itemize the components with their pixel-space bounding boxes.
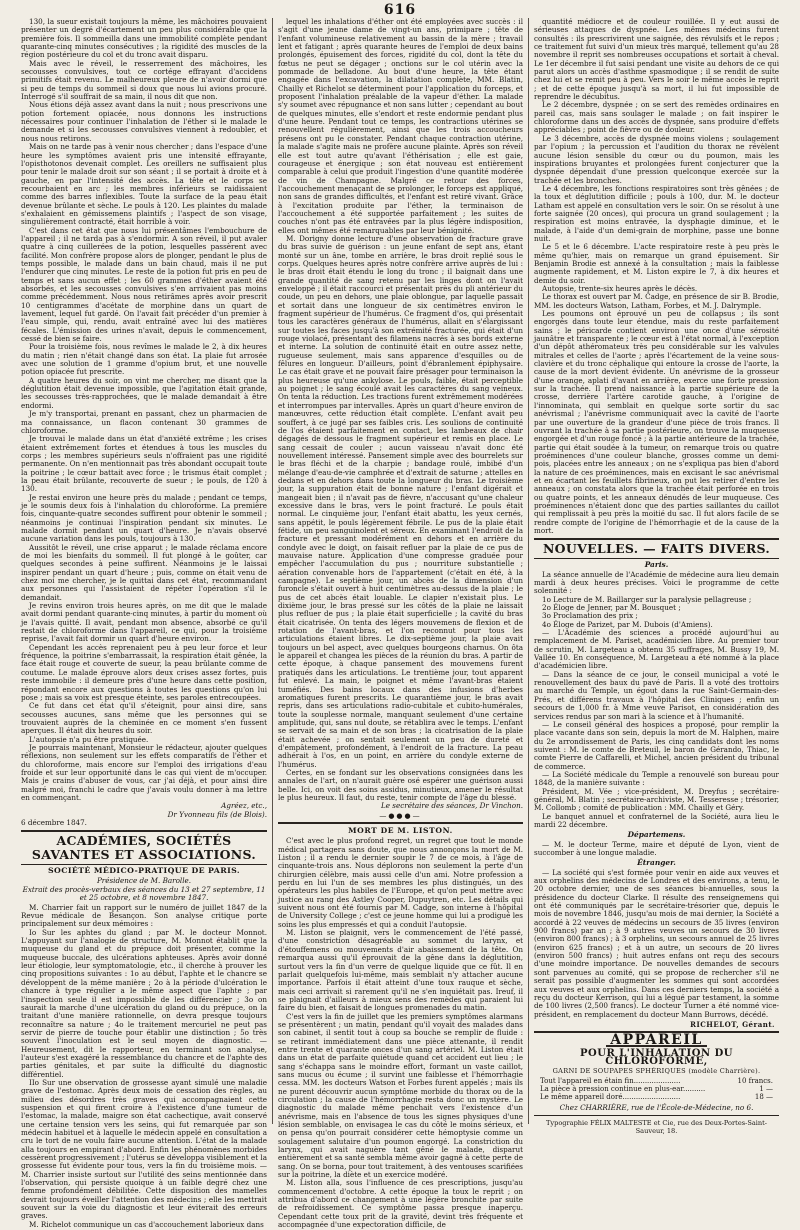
paragraph: Je revins environ trois heures après, on me dit que le malade avait dormi pendant quarante-cinq minutes, à partir du moment où je l'avais quitté. Il avait, pendant mon absence, absorbé ce qu'il restait de chloroforme dans l'appareil, ce qui, pour la troisième reprise, l'avait fait dormir un quart d'heure environ. — [21, 601, 267, 644]
society-name: SOCIÉTÉ MÉDICO-PRATIQUE DE PARIS. — [48, 866, 240, 876]
ad-item-price: 1 — — [759, 1084, 773, 1093]
obituary-title: MORT DE M. LISTON. — [348, 826, 453, 835]
paragraph: — L'Académie des sciences a procédé aujourd'hui au remplacement de M. Pariset, académicien libre. Au premier tour de scrutin, M. Largeteau a obtenu 35 suffrages, M. Bussy 19, M. Vallée 10. En conséquence, M. Largeteau a été nommé à la place d'académicien libre. — [534, 628, 779, 671]
letter-date: 6 décembre 1847. — [21, 818, 87, 827]
paragraph: Cependant les accès reprenaient peu à peu leur force et leur fréquence, la poitrine s'embarrassait, la respiration était gênée, la face était rouge et couverte de sueur, la peau brûlante comme de coutume. Le malade éprouve alors deux crises assez fortes, puis reste immobile : il demeure près d'une heure dans cette position, répondant encore aux questions à toutes les questions qu'on lui pose ; mais sa voix est presque éteinte, ses paroles entrecoupées. — [21, 642, 267, 702]
gerant-signature: RICHELOT, Gérant. — [690, 1019, 775, 1029]
paragraph: — Le conseil général des hospices a proposé, pour remplir la place vacante dans son sein, depuis la mort de M. Halphen, maire du 2e arrondissement de Paris, les cinq candidats dont les noms suivent : M. le comte de Breteuil, le baron de Gérando, Thiac, le comte Pierre de Caffarelli, et Michel, ancien président du tribunal de commerce. — [534, 719, 779, 771]
paragraph: M. Dorigny donne lecture d'une observation de fracture grave du bras suivie de guérison : un jeune enfant de sept ans, étant monté sur un âne, tombe en arrière, le bras droit replié sous le corps. Quelques heures après notre confrère arrive auprès de lui : le bras droit était étendu le long du tronc ; il baignait dans une grande quantité de sang retenu par les linges dont on l'avait enveloppé ; il était raccourci et présentait près du pli antérieur du coude, un peu en dehors, une plaie oblongue, par laquelle passait et sortait dans une longueur de six centimètres environ le fragment supérieur de l'humérus. Ce fragment d'os, qui présentait tous les caractères généraux de l'humérus, allait en s'élargissant sur toutes les faces jusqu'à son extrémité fracturée, qui était d'un rouge violacé, présentant des filamens nacrés à ses bords externe et interne. La solution de continuité était en outre assez nette, rugueuse seulement, mais sans apparence d'esquilles ou de fêlures en longueur. D'ailleurs, point d'ébranlement épiphysaire. Le cas était grave et ne pouvait faire présager pour terminaison la plus heureuse qu'une ankylose. Le pouls, faible, était perceptible au poignet ; le sang écoulé avait les caractères du sang veineux. On tenta la réduction. Les tractions furent extrêmement modérées et interrompues par intervalles. Après un quart d'heure environ de manœuvres, cette réduction était complète. L'enfant avait peu souffert, à ce jugé par ses faibles cris. Les soulions de continuité de l'os étaient parfaitement en contact, les lambeaux de chair dégagés de dessous le fragment supérieur et remis en place. Le sang cessait de couler ; aucun vaisseau n'avait donc été nouvellement intéressé. Pansement simple avec des bourrelets sur le bras fléchi et de la charpie ; bandage roulé, imbibé d'un mélange d'eau-de-vie camphrée et d'extrait de saturne ; attelles en dedans et en dehors dans toute la longueur du bras. Le troisième jour, la suppuration était de bonne nature ; l'enfant digérait et mangeait bien ; il n'avait pas de fièvre, n'accusant qu'une chaleur excessive dans le bras, vers le point fracturé. Le pouls était normal. Le cinquième jour, l'enfant était abattu, les yeux cernés, sans appétit, le pouls légèrement fébrile. Le pus de la plaie était fétide, un peu sanguinolent et séreux. En examinant l'endroit de la fracture et pressant modérément en dehors et en arrière du condyle avec le doigt, on faisait refluer par la plaie de ce pus de mauvaise nature. Application d'une compresse graduée pour empêcher l'accumulation du pus ; nourriture substantielle ; aération convenable hors de l'appartement (c'était en été, à la campagne). Le septième jour, un abcès de la dimension d'un furoncle s'était ouvert à huit centimètres au-dessus de la plaie ; le pus de cet abcès était louable. Le clapier n'existait plus. Le dixième jour, le bras pressé sur les côtés de la plaie ne laissait plus refluer de pus ; la plaie était superficielle ; la cavité du bras était cicatrisée. On tenta des légers mouvemens de flexion et de rotation de l'avant-bras, et l'on reconnut pour tous les articulations étaient libres. Le dix-septième jour, la plaie avait toujours un bel aspect, avec quelques bourgeons charnus. On ôta le appareil et changea les pièces de la réunion du bras. A partir de cette époque, à chaque pansement des mouvemens furent pratiqués dans les articulations. Le trentième jour, tout apparent fut enlevé. La main, le poignet et même l'avant-bras étaient tuméfiés. Des bains locaux dans des infusions d'herbes aromatiques furent prescrits. Le quarantième jour, le bras avait repris, dans ses articulations radio-cubitale et cubito-humérales, toute la souplesse normale, manquant seulement d'une certaine amplitude, qui, sans nul doute, se rétablira avec le temps. L'enfant se servait de sa main et de son bras ; la cicatrisation de la plaie était achevée ; on sentait seulement un peu de dureté et d'empâtement, profondément, à l'endroit de la fracture. La peau adhérait à l'os, en un point, en arrière du condyle externe de l'humérus. — [278, 233, 523, 769]
list-item: 2o Éloge de Jenner, par M. Bousquet ; — [542, 603, 681, 613]
ad-item-label: Le même appareil doré.......................... — [540, 1093, 681, 1102]
subsection-departemens: Départemens. — [627, 830, 686, 840]
paragraph: — La société qui s'est formée pour venir en aide aux veuves et aux orphelins des médecins de Londres et des environs, a tenu, le 20 octobre dernier, une de ses séances bi-annuelles, sous la présidence du docteur Clarke. Il résulte des renseignemens qui ont été communiqués par le secrétaire-trésorier que, depuis le mois de novembre 1846, jusqu'au mois de mai dernier, la Société a accordé à 22 veuves de médecins un secours de 35 livres (environ 900 francs) par an ; à 9 autres veuves un secours de 30 livres (environ 800 francs) ; à 3 orphelins, un secours annuel de 25 livres (environ 625 francs) ; et à un autre, un secours de 20 livres (environ 500 francs) ; huit autres enfans ont reçu des secours d'une moindre importance. De nouvelles demandes de secours sont parvenues au comité, qui se propose de rechercher s'il ne serait pas possible d'augmenter les sommes qui sont accordées aux veuves et aux orphelins. Dans ces derniers temps, la société a reçu du docteur Kerrison, qui lui a légué par testament, la somme de 100 livres (2,500 francs). Le docteur Turner a été nommé vice-président, en remplacement du docteur Mann Burrows, décédé. — [534, 867, 779, 1019]
ad-item-label: Tout l'appareil en étain fin..................... — [540, 1076, 681, 1085]
paragraph: Certes, en se fondant sur les observations consignées dans les annales de l'art, on n'aurait guère osé espérer une guérison aussi belle. Ici, on voit des soins assidus, minutieux, amener le résultat le plus heureux. Il faut, du reste, tenir compte de l'âge du blessé. — [278, 767, 523, 802]
paragraph: La séance annuelle de l'Académie de médecine aura lieu demain mardi à deux heures précises. Voici le programme de cette solennité : — [534, 569, 779, 596]
paragraph: — La Société médicale du Temple a renouvelé son bureau pour 1848, de la manière suivante : — [534, 769, 779, 788]
paragraph: M. Richelot communique un cas d'accouchement laborieux dans — [29, 1219, 264, 1229]
paragraph: Le 3 décembre, accès de dyspnée moins violens ; soulagement par l'opium ; la percussion et l'audition du thorax ne révèlent aucune lésion sensible du cœur ou du poumon, mais les inspirations bruyantes et prolongées furent conjecturer que la dyspnée dépendait d'une pression quelconque exercée sur la trachée et les bronches. — [534, 133, 779, 185]
paragraph: Mais avec le réveil, le resserrement des mâchoires, les secousses convulsives, tout ce cortége effrayant d'accidens primitifs était revenu. Le malheureux pleure de n'avoir dormi que si peu de temps du sommeil si doux que nous lui avions procuré. Interrogé s'il souffrait de sa main, il nous dit que non. — [21, 58, 267, 102]
paragraph: Le 2 décembre, dyspnée ; on se sert des remèdes ordinaires en pareil cas, mais sans soulager le malade ; on fait inspirer le chloroforme dans un des accès de dyspnée, sans produire d'effets appréciables ; point de fièvre ou de douleur. — [534, 100, 779, 135]
ornament-divider: —●●●— — [379, 811, 422, 820]
paragraph: Aussitôt le réveil, une crise apparut ; le malade réclama encore de moi les bienfaits du sommeil. Il fut plongé à le goûter, car quelques secondes à peine suffirent. Néanmoins je le laissai inspirer pendant un quart d'heure ; puis, comme on était venu de chez moi me chercher, je le quittai dans cet état, recommandant aux personnes qui l'assistaient de répéter l'opération s'il le demandait. — [21, 542, 267, 602]
paragraph: A quatre heures du soir, on vint me chercher, me disant que la déglutition était devenue impossible, que l'agitation était grande, les secousses très-rapprochées, que le malade demandait à être endormi. — [21, 375, 267, 410]
paragraph: Je trouvai le malade dans un état d'anxiété extrême ; les crises étaient extrêmement fortes et étendues à tous les muscles du corps ; les membres supérieurs seuls n'offraient pas une rigidité permanente. On n'en mentionnait pas très abondant occupait toute la poitrine ; le cœur battait avec force ; le trismus était complet ; la peau était brûlante, recouverte de sueur ; le pouls, de 120 à 130. — [21, 434, 267, 494]
ad-price-row — [534, 1093, 779, 1101]
paragraph: lequel les inhalations d'éther ont été employées avec succès : il s'agit d'une jeune dame de vingt-un ans, primipare ; tête de l'enfant volumineuse relativement au bassin de la mère ; travail lent et fatigant ; après quarante heures de l'emploi de deux bains prolongés, épuisement des forces, rigidité du col, dont la tête du fœtus ne peut se dégager ; onctions sur le col utérin avec la pommade de belladone. Au bout d'une heure, la tête étant engagée dans l'excavation, la dilatation complète, MM. Blatin, Chailly et Richelot se déterminent pour l'application du forceps, et proposent l'inhalation préalable de la vapeur d'éther. La malade s'y soumet avec répugnance et non sans lutter ; cependant au bout de quelques minutes, elle s'endort et reste endormie pendant plus d'une heure. Pendant tout ce temps, les contractions utérines se renouvellent régulièrement, ainsi que les trois accoucheurs présens ont pu le constater. Pendant chaque contraction utérine, la malade s'agite mais ne profère aucune plainte. Après son réveil elle est tout autre qu'avant l'éthérisation ; elle est gaie, courageuse et énergique ; son état nouveau est entièrement comparable à celui que produit l'ingestion d'une quantité modérée de vin de Champagne. Malgré ce retour des forces, l'accouchement menaçant de se prolonger, le forceps est appliqué, non sans de grandes difficultés, et l'enfant est retiré vivant. Grâce à l'excitation produite par l'éther, la terminaison de l'accouchement a été supportée parfaitement ; les suites de couches n'ont pas été entravées par la plus légère indisposition, elles ont mêmes été remarquables par leur bénignité. — [278, 17, 523, 235]
subsection-paris: Paris. — [644, 560, 669, 570]
paragraph: 130, la sueur existait toujours la même, les mâchoires pouvaient présenter un degré d'écartement un peu plus considérable que la première fois. Il sommeilla dans une immobilité complète pendant quarante-cinq minutes consécutives ; la rigidité des muscles de la région postérieure du col et du tronc avait disparu. — [21, 17, 267, 60]
paragraph: Le 4 décembre, les fonctions respiratoires sont très gênées ; de la toux et déglutition difficile ; pouls à 100, dur. M. le docteur Latham est appelé en consultation vers le soir. On se résolut à une forte saignée (20 onces), qui procura un grand soulagement ; la respiration est moins entravée, la dysphagie diminue, et le malade, à l'aide d'un demi-grain de morphine, passe une bonne nuit. — [534, 183, 779, 243]
presidence: Présidence de M. Barolle. — [96, 875, 192, 885]
paragraph: Autopsie, trente-six heures après le décès. — [542, 284, 698, 293]
column-2 — [272, 17, 528, 1230]
ad-title: APPAREIL — [606, 1036, 706, 1046]
section-title-nouvelles: NOUVELLES. — FAITS DIVERS. — [534, 538, 779, 559]
paragraph: L'autopsie n'a pu être pratiquée. — [29, 734, 149, 744]
paragraph: quantité médiocre et de couleur rouillée. Il y eut aussi de sérieuses attaques de dyspnée. Les mêmes médecins furent consultés : ils prescrivirent une saignée, des révulsifs et le repos ; ce traitement fut suivi d'un mieux très marqué, tellement qu'au 28 novembre il reprit ses nombreuses occupations et sortait à cheval. Le 1er décembre il fut saisi pendant une visite au dehors de ce qui parut alors un accès d'asthme spasmodique ; il se rendit de suite chez lui et se remit peu à peu. Vers le soir le même accès le reprit ; et de cette époque jusqu'à sa mort, il lui fut impossible de reprendre le décubitus. — [534, 17, 779, 102]
divider — [278, 822, 523, 824]
list-item: 3o Proclamation des prix ; — [542, 611, 638, 621]
paragraph: Le banquet annuel et confraternel de la Société, aura lieu le mardi 22 décembre. — [534, 811, 779, 829]
paragraph: Pour la troisième fois, nous revîmes le malade le 2, à dix heures du matin ; rien n'était changé dans son état. La plaie fut arrosée avec une solution de 1 gramme d'opium brut, et une nouvelle potion opiacée fut prescrite. — [21, 342, 267, 377]
paragraph: M. Liston se plaignit, vers le commencement de l'été passé, d'une constriction désagréable au sommet du larynx, et d'étouffemens ou mouvements d'air abaissement de la tête. On remarqua aussi qu'il éprouvait de la gêne dans la déglutition, surtout vers la fin d'un verre de quelque liquide que ce fût. Il en parlait quelquefois lui-même, mais semblait n'y attacher aucune importance. Parfois il était atteint d'une toux rauque et sèche, mais ceci arrivait si rarement qu'il ne s'en inquiétait pas. Ireuf, il se plaignait d'ailleurs à mieux sens des remèdes qui paraient lui faire du bien, et faisait de longues promenades du matin. — [278, 928, 523, 1013]
subsection-etranger: Étranger. — [637, 858, 676, 868]
paragraph: Je m'y transportai, prenant en passant, chez un pharmacien de ma connaissance, un flacon contenant 30 grammes de chloroforme. — [21, 409, 267, 435]
paragraph: M. Liston alla, sous l'influence de ces prescriptions, jusqu'au commencement d'octobre. A cette époque la toux le reprit ; on attribua d'abord ce changement à une légère bronchite par suite de refroidissement. Ce symptôme passa presque inaperçu. Cependant cette toux prit de la gravité, devint très fréquente et accompagnée d'une expectoration difficile, de — [278, 1178, 523, 1230]
paragraph: Io Sur les aphtes du gland ; par M. le docteur Monnot. L'appuyant sur l'analogie de structure, M. Monnot établit que la muqueuse du gland et du prépuce doit présenter, comme la muqueuse buccale, des ulcérations aphteuses. Après avoir donné leur étiologie, leur symptomatologie, etc., il cherche à prouver les cinq propositions suivantes : 1o au début, l'aphte et le chancre se développent de la même manière ; 2o à la période d'ulcération le chancre à type régulier a le même aspect que l'aphte ; par l'inspection seule il est impossible de les différencier ; 3o on saurait la marche d'une ulcération du gland ou du prépuce, on la traitant d'une manière rationnelle, on devra presque toujours reconnaître sa nature ; 4o le traitement mercuriel ne peut pas servir de pierre de touche pour établir une distinction ; 5o très souvent l'inoculation est le seul moyen de diagnostic. — Heureusement, dit le rapporteur, en terminant son analyse, l'auteur s'est exagéré la ressemblance du chancre et de l'aphte des parties génitales, et par suite la difficulté du diagnostic différentiel. — [21, 927, 267, 1079]
list-item: 1o Lecture de M. Baillarger sur la paralysie pellagreuse ; — [542, 594, 752, 604]
letter-closing: Agréez, etc., — [221, 801, 267, 811]
paragraph: C'est avec le plus profond regret, un regret que tout le monde médical partagera sans doute, que nous annonçons la mort de M. Liston ; il a rendu le dernier soupir le 7 de ce mois, à l'âge de cinquante-trois ans. Nous déplorons non seulement la perte d'un chirurgien célèbre, mais aussi celle d'un ami. Notre profession a perdu en lui l'un de ses membres les plus distingués, un des opérateurs les plus habiles de l'Europe, et qu'on peut mettre avec justice au rang des Astley Cooper, Dupuytren, etc. Les détails qui suivent nous ont été fournis par M. Cadge, son interne à l'hôpital de University College ; c'est ce jeune homme qui lui a prodigué les soins les plus empressés et qui a conduit l'autopsie. — [278, 836, 523, 929]
ad-price-row — [534, 1085, 779, 1093]
ad-price-row — [534, 1077, 779, 1085]
divider — [534, 1115, 779, 1116]
ad-model: GARNI DE SOUPAPES SPHÉRIQUES (modèle Charrière). — [552, 1067, 761, 1076]
column-1 — [16, 17, 272, 1229]
paragraph: Ce fut dans cet état qu'il s'éteignit, pour ainsi dire, sans secousses aucunes, sans même que les personnes qui se trouvaient auprès de la cheminée en ce moment s'en fussent aperçues. Il était dix heures du soir. — [21, 701, 267, 736]
paragraph: Nous étions déjà assez avant dans la nuit ; nous prescrivons une potion fortement opiacée, nous donnons les instructions nécessaires pour continuer l'inhalation de l'éther si le malade le demande et si les secousses convulsives viennent à redoubler, et nous nous retirons. — [21, 100, 267, 143]
letter-signature: Dr Yvonneau fils (de Blois). — [167, 809, 267, 819]
ad-item-price: 18 — — [754, 1093, 773, 1102]
paragraph: Le thorax est ouvert par M. Cadge, en présence de sir B. Brodie, MM. les docteurs Watson, Latham, Forbes, et M. J. Dalrymple. — [534, 292, 779, 310]
paragraph: — M. le docteur Terme, maire et député de Lyon, vient de succomber à une longue maladie. — [534, 839, 779, 857]
paragraph: Je pourrais maintenant, Monsieur le rédacteur, ajouter quelques réflexions, non seulement sur les effets comparatifs de l'éther et du chloroforme, mais encore sur l'emploi des irrigations d'eau froide et sur leur opportunité dans le cas qui vient de m'occuper. Mais je crains d'abuser de vous, car j'ai déjà, et pour ainsi dire malgré moi, franchi le cadre que j'avais voulu donner à ma lettre en commençant. — [21, 742, 267, 802]
columns — [16, 17, 784, 1230]
paragraph: Les poumons ont éprouvé un peu de collapsus ; ils sont engorgés dans toute leur étendue, mais du reste parfaitement sains ; le péricarde contient environ une once d'une sérosité jaunâtre et transparente ; le cœur est à l'état normal, à l'exception d'un dépôt athéromateux très peu considérable sur les valvules mitrales et celles de l'aorte ; après l'écartement de la veine sous-clavière et du tronc céphalique qui entoure la crosse de l'aorte, la cause de la mort devient évidente. Un anévrisme de la grosseur d'une orange, aplati d'avant en arrière, exerce une forte pression sur la trachée. Il prend naissance à la partie supérieure de la crosse, derrière l'artère carotide gauche, à l'origine de l'innominata, qui semblait en quelque sorte sortir du sac anévrismal ; l'anévrisme communiquait avec la cavité de l'aorte par une ouverture de la grandeur d'une pièce de trois francs. Il ouvrant la trachée à sa partie postérieure, on trouve la muqueuse engorgée et d'un rouge foncé ; à la partie antérieure de la trachée, partie qui était soudée à la tumeur, on remarque trois ou quatre proéminences d'une couleur blanche, grosses comme un demi-pois, placées entre les anneaux ; on ne s'expliqua pas bien d'abord la nature de ces proéminences, mais en excisant le sac anévrismal et en écartant les feuillets fibrineux, on put les retirer d'entre les anneaux ; on constata alors que la trachée était perforée en trois ou quatre points, et les anneaux dénudés de leur muqueuse. Ces proéminences n'étaient donc que des parties saillantes du caillot qui remplissait à peu près la moitié du sac. Il fut alors facile de se rendre compte de l'origine de l'hémorrhagie et de la cause de la mort. — [534, 309, 779, 535]
paragraph: IIo Sur une observation de grossesse ayant simulé une maladie grave de l'estomac. Après deux mois de cessation des règles, au milieu des désordres très graves qui accompagnaient cette suspension et qui firent croire à l'existence d'une tumeur de l'estomac, la malade, maigre son état cachectique, avait conservé une certaine tension vers les seins, qui fut remarquée par son médecin habituel et à laquelle le médecin appelé en consultation a cru le tort de ne voulu faire aucune attention. L'état de la malade alla toujours en empirant d'abord. Enfin les phénomènes morbides cessèrent progressivement ; l'utérus se développa visiblement et la grossesse fut évidente pour tous, vers la fin du troisième mois. — M. Charrier insiste surtout sur l'utilité des seins mentionnée dans l'observation, qui persiste quoique à un faible degré chez une femme profondément débilitée. Cette disposition des mamelles devrait toujours éveiller l'attention des médecins ; elle les mettrait souvent sur la voie du diagnostic et leur éviterait des erreurs graves. — [21, 1077, 267, 1221]
column-3 — [528, 17, 784, 1136]
ad-subtitle: POUR L'INHALATION DU CHLOROFORME, — [580, 1047, 733, 1067]
minutes-extract: Extrait des procès-verbaux des séances du 13 et 27 septembre, 11 et 25 octobre, et 8 novembre 1847. — [22, 885, 266, 903]
paragraph: Je restai environ une heure près du malade ; pendant ce temps, je le soumis deux fois à l'inhalation du chloroforme. La première fois, cinquante-quatre secondes suffirent pour obtenir le sommeil ; néanmoins je continuai l'inspiration pendant six minutes. Le malade dormit pendant un quart d'heure. Je n'avais observé aucune variation dans les pouls, toujours à 130. — [21, 492, 267, 544]
col1-paragraphs — [21, 18, 267, 802]
advertisement — [534, 1032, 779, 1112]
list-item: 4o Éloge de Parizet, par M. Dubois (d'Amiens). — [542, 619, 713, 629]
page-number: 616 — [383, 2, 417, 18]
ad-item-price: 10 francs. — [737, 1076, 773, 1085]
paragraph: — Dans la séance de ce jour, le conseil municipal a voté le renouvellement des baux du pavé de Paris. Il a voté des trottoirs au marché du Temple, un égout dans la rue Saint-Germain-des-Prés, et différens travaux à l'hôpital des Cliniques ; enfin un secours de 1,000 fr. à Mme veuve Parisot, en considération des services rendus par son mari à la science et à l'humanité. — [534, 669, 779, 721]
paragraph: Le 5 et le 6 décembre. L'acte respiratoire reste à peu près le même qu'hier, mais on remarque un grand épuisement. Sir Benjamin Brodie est annexé à la consultation ; mais la faiblesse augmente rapidement, et M. Liston expire le 7, à dix heures et demie du soir. — [534, 242, 779, 285]
paragraph: C'est dans cet état que nous lui présentâmes l'embouchure de l'appareil ; il ne tarda pas à s'endormir. A son réveil, il put avaler quatre à cinq cuillerées de la potion, lesquelles passèrent avec facilité. Mon confrère propose alors de plonger, pendant le plus de temps possible, le malade dans un bain chaud, mais il ne put l'endurer que cinq minutes. Le reste de la potion fut pris en peu de temps et sans aucun effet ; les 60 grammes d'éther avaient été absorbés, et les secousses convulsives s'en arrivaient pas moins comme précédemment. Nous nous retirâmes après avoir prescrit 10 centigrammes d'acétate de morphine dans un quart de lavement, lequel fut gardé. On l'avait fait précéder d'un premier à l'eau simple, qui, rendu, avait entraîné avec lui des matières fécales. L'émission des urines n'avait, depuis le commencement, cessé de bien se faire. — [21, 225, 267, 344]
paragraph: Président, M. Vée ; vice-président, M. Dreyfus ; secrétaire-général, M. Blatin ; secrétaire-archiviste, M. Tesseresse ; trésorier, M. Collomb ; comité de publication : MM. Chailly et Géry. — [534, 786, 779, 813]
ad-item-label: La pièce à pression continue en plus-ear.......... — [540, 1084, 706, 1093]
printer-imprint: Typographie FÉLIX MALTESTE et Cie, rue des Deux-Portes-Saint-Sauveur, 18. — [545, 1118, 768, 1136]
section-title-academies: ACADÉMIES, SOCIÉTÉS SAVANTES ET ASSOCIATIONS. — [21, 830, 267, 865]
paragraph: C'est vers la fin de juillet que les premiers symptômes alarmans se présentèrent ; un matin, pendant qu'il voyait des malades dans son cabinet, il sentit tout à coup sa bouche se remplir de fluide : se retirant immédiatement dans une pièce attenante, il rendit entre trente et quarante onces d'un sang artériel. M. Liston était dans un état de parfaite quiétude quand cet accident eut lieu ; le sang s'échappa sans le moindre effort, formant un vaste caillot, sans mucus ou écume ; il survint une faiblesse et l'hémorrhagie cessa. MM. les docteurs Watson et Forbes furent appelés ; mais ils ne purent découvrir aucun symptôme morbide du thorax ou de la circulation ; la cause de l'hémorrhagie resta donc un mystère. Le diagnostic du malade même penchait vers l'existence d'un anévrisme, mais en l'absence de tous les signes physiques d'une lésion semblable, on envisagea le cas du côté le moins sérieux, et on pensa qu'on pourrait considérer cette hémoptysie comme un soulagement salutaire d'un poumon engorgé. La constriction du larynx, qui avait naguère tant gêné le malade, disparut entièrement et sa santé sembla même avoir gagné à cette perte de sang. On se borna, pour tout traitement, à des ventouses scarifiées sur la poitrine, la diète et un exercice modéré. — [278, 1011, 523, 1180]
secretary-signature: Le secrétaire des séances, Dr Vinchon. — [380, 801, 523, 811]
ad-address: Chez CHARRIÈRE, rue de l'École-de-Médecine, no 6. — [559, 1102, 754, 1112]
paragraph: M. Charrier fait un rapport sur le numéro de juillet 1847 de la Revue médicale de Besançon. Son analyse critique porte principalement sur deux mémoires : — [21, 902, 267, 929]
paragraph: Mais on ne tarde pas à venir nous chercher ; dans l'espace d'une heure les symptômes avaient pris une intensité effrayante, l'opisthotonos devenait complet. Les oreillers ne suffisaient plus pour tenir le malade droit sur son séant ; il se portait à droite et à gauche, en par l'intensité des accès. La tête et le corps se recourbaient en arc ; les membres inférieurs se raidissaient comme des barres inflexibles. Toute la surface de la peau était devenue brûlante et sèche. Le pouls à 120. Les plaintes du malade s'exhalaient en gémissemens plaintifs ; l'aspect de son visage, singulièrement contracté, était horrible à voir. — [21, 142, 267, 227]
